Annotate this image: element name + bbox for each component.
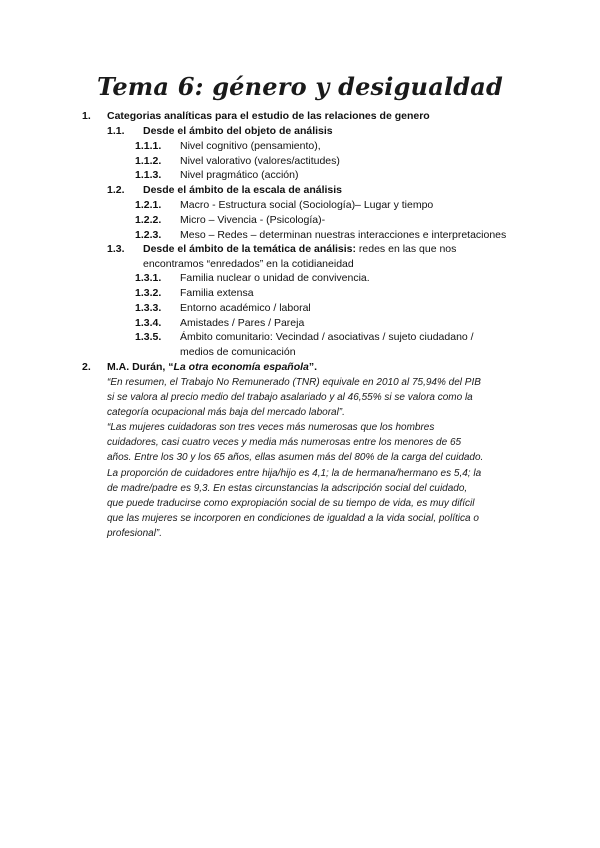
quote-line: “En resumen, el Trabajo No Remunerado (TNR) equivale en 2010 al 75,94% del PIB <box>107 377 481 388</box>
list-item: Amistades / Pares / Pareja <box>180 317 305 329</box>
list-item: Nivel valorativo (valores/actitudes) <box>180 155 340 167</box>
item-number: 1.3.2. <box>135 287 162 299</box>
quote-line: categoría ocupacional más baja del mercado laboral”. <box>107 407 345 418</box>
subsection-heading: Desde el ámbito de la escala de análisis <box>143 184 343 196</box>
quote-line: si se valora al precio medio del trabajo asalariado y al 46,55% si se valora como la <box>107 392 473 403</box>
item-number: 1.3.3. <box>135 302 162 314</box>
quote-line: que puede traducirse como expropiación social de su tiempo de vida, es muy difícil <box>107 498 475 509</box>
list-item: Ámbito comunitario: Vecindad / asociativas / sujeto ciudadano / <box>180 331 474 343</box>
item-number: 1.2.2. <box>135 214 162 226</box>
item-number: 1.1.2. <box>135 155 162 167</box>
item-number: 1.2.3. <box>135 229 162 241</box>
item-number: 1.3.5. <box>135 331 162 343</box>
quote-line: que las mujeres se incorporen en condiciones de igualdad a la vida social, política o <box>107 513 479 524</box>
subsection-number: 1.1. <box>107 125 125 137</box>
quote-line: cuidadores, casi cuatro veces y media más numerosas entre los menores de 65 <box>107 437 462 448</box>
list-item: Nivel cognitivo (pensamiento), <box>180 140 321 152</box>
subsection-heading-bold: Desde el ámbito de la temática de análisis: <box>143 243 356 255</box>
section-heading <box>107 360 317 374</box>
item-number: 1.2.1. <box>135 199 162 211</box>
subsection-heading-rest: redes en las que nos <box>356 243 457 255</box>
subsection-number: 1.3. <box>107 243 125 255</box>
list-item: Macro - Estructura social (Sociología)– Lugar y tiempo <box>180 199 434 211</box>
subsection-heading-continuation: encontramos “enredados” en la cotidianeidad <box>143 258 354 270</box>
subsection-heading: Desde el ámbito del objeto de análisis <box>143 125 333 137</box>
section-heading: Categorias analíticas para el estudio de las relaciones de genero <box>107 110 430 122</box>
item-number: 1.3.4. <box>135 317 162 329</box>
section-number: 2. <box>82 361 91 373</box>
list-item: Micro – Vivencia - (Psicología)- <box>180 214 326 226</box>
book-title: La otra economía española <box>173 361 309 373</box>
item-number: 1.1.1. <box>135 140 162 152</box>
list-item: Familia nuclear o unidad de convivencia. <box>180 272 370 284</box>
item-number: 1.1.3. <box>135 169 162 181</box>
subsection-number: 1.2. <box>107 184 125 196</box>
quote-line: de madre/padre es 9,3. En estas circunstancias la adscripción social del cuidado, <box>107 483 468 494</box>
subsection-heading <box>143 242 456 256</box>
quote-line: La proporción de cuidadores entre hija/hijo es 4,1; la de hermana/hermano es 5,4; la <box>107 468 482 479</box>
list-item: Familia extensa <box>180 287 254 299</box>
quote-line: profesional”. <box>107 528 163 539</box>
section-number: 1. <box>82 110 91 122</box>
quote-line: años. Entre los 30 y los 65 años, ellas asumen más del 80% de la carga del cuidado. <box>107 452 484 463</box>
list-item: Entorno académico / laboral <box>180 302 311 314</box>
heading-end: ”. <box>308 361 318 373</box>
page-title: Tema 6: género y desigualdad <box>97 72 503 101</box>
author: M.A. Durán, “ <box>107 361 174 373</box>
list-item-continuation: medios de comunicación <box>180 346 296 358</box>
item-number: 1.3.1. <box>135 272 162 284</box>
list-item: Meso – Redes – determinan nuestras interacciones e interpretaciones <box>180 229 507 241</box>
list-item: Nivel pragmático (acción) <box>180 169 299 181</box>
quote-line: “Las mujeres cuidadoras son tres veces más numerosas que los hombres <box>107 422 435 433</box>
